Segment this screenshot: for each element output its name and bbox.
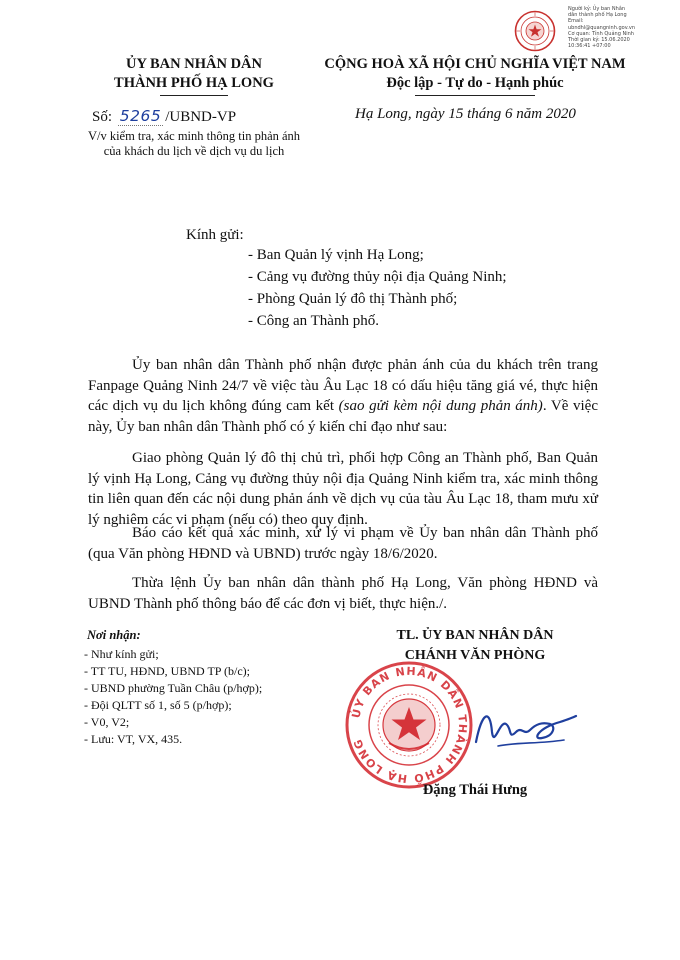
document-number-suffix: /UBND-VP bbox=[165, 109, 237, 125]
recipient-item: - Ban Quản lý vịnh Hạ Long; bbox=[248, 247, 424, 263]
signer-authority: TL. ỦY BAN NHÂN DÂN bbox=[396, 628, 554, 643]
national-title: CỘNG HOÀ XÃ HỘI CHỦ NGHĨA VIỆT NAM bbox=[324, 56, 626, 72]
national-motto: Độc lập - Tự do - Hạnh phúc bbox=[386, 75, 564, 91]
seal-ring-text: ỦY BAN NHÂN DÂN THÀNH PHỐ HẠ LONG bbox=[349, 664, 470, 786]
recipient-item: - Công an Thành phố. bbox=[248, 313, 379, 329]
issuing-org-line2: THÀNH PHỐ HẠ LONG bbox=[114, 75, 274, 91]
receiver-item: - Như kính gửi; bbox=[84, 647, 159, 661]
body-paragraph-4: Thừa lệnh Ủy ban nhân dân thành phố Hạ Long, Văn phòng HĐND và UBND Thành phố thông báo để các đơn vị biết, thực hiện./. bbox=[88, 575, 598, 612]
body-paragraph-3: Báo cáo kết quả xác minh, xử lý vi phạm về Ủy ban nhân dân Thành phố (qua Văn phòng HĐND và UBND) trước ngày 18/6/2020. bbox=[88, 525, 598, 562]
receivers-title: Nơi nhận: bbox=[87, 628, 141, 642]
national-emblem-seal-icon bbox=[343, 659, 475, 791]
handwritten-signature-icon bbox=[468, 702, 578, 758]
sig-info-line: ubndhl@quangninh.gov.vn bbox=[568, 24, 635, 31]
sig-info-line: Người ký: Ủy ban Nhân bbox=[568, 6, 626, 12]
sig-info-line: Thời gian ký: 15.06.2020 bbox=[568, 37, 630, 44]
receiver-item: - TT TU, HĐND, UBND TP (b/c); bbox=[84, 664, 250, 678]
sig-info-line: 10:36:41 +07:00 bbox=[568, 43, 611, 50]
recipient-item: - Phòng Quản lý đô thị Thành phố; bbox=[248, 291, 458, 307]
para1-italic-note: (sao gửi kèm nội dung phản ánh) bbox=[338, 398, 543, 414]
receiver-item: - V0, V2; bbox=[84, 715, 130, 729]
para1-text-b: . Về việc này, Ủy ban nhân dân Thành phố có ý kiến chỉ đạo như sau: bbox=[88, 398, 598, 435]
place-date: Hạ Long, ngày 15 tháng 6 năm 2020 bbox=[355, 106, 576, 122]
digital-signature-seal-icon bbox=[514, 10, 556, 52]
motto-underline bbox=[415, 95, 535, 96]
receiver-item: - UBND phường Tuần Châu (p/hợp); bbox=[84, 681, 263, 695]
digital-signature-info bbox=[568, 6, 676, 49]
signer-position: CHÁNH VĂN PHÒNG bbox=[404, 648, 546, 663]
issuing-org-line1: ỦY BAN NHÂN DÂN bbox=[125, 56, 262, 72]
document-number bbox=[92, 107, 236, 126]
sig-info-line: Email: bbox=[568, 18, 584, 25]
recipient-item: - Cảng vụ đường thủy nội địa Quảng Ninh; bbox=[248, 269, 507, 285]
signer-name: Đặng Thái Hưng bbox=[422, 782, 528, 798]
body-paragraph-2: Giao phòng Quản lý đô thị chủ trì, phối hợp Công an Thành phố, Ban Quản lý vịnh Hạ Long, Cảng vụ đường thủy nội địa Quảng Ninh kiểm tra, xác minh thông tin liên quan đến các nội dung phản ánh về dịch vụ của tàu Âu Lạc 18, tham mưu xử lý nghiêm các vi phạm (nếu có) theo quy định. bbox=[88, 450, 598, 528]
sig-info-line: dân thành phố Hạ Long bbox=[568, 12, 627, 19]
receiver-item: - Lưu: VT, VX, 435. bbox=[84, 732, 183, 746]
sig-info-line: Cơ quan: Tỉnh Quảng Ninh bbox=[568, 30, 634, 37]
para1-text-a: Ủy ban nhân dân Thành phố nhận được phản ánh của du khách trên trang Fanpage Quảng Ninh 24/7 về việc tàu Âu Lạc 18 có dấu hiệu tăng giá vé, thực hiện các dịch vụ du lịch không đúng cam kết bbox=[88, 357, 598, 414]
document-subject: V/v kiểm tra, xác minh thông tin phản ánh của khách du lịch về dịch vụ du lịch bbox=[87, 129, 301, 158]
document-number-prefix: Số: bbox=[92, 109, 116, 125]
body-paragraph-1 bbox=[88, 355, 598, 437]
recipients-label: Kính gửi: bbox=[186, 227, 244, 243]
receiver-item: - Đội QLTT số 1, số 5 (p/hợp); bbox=[84, 698, 232, 712]
document-number-handwritten: 5265 bbox=[119, 107, 162, 125]
org-underline bbox=[160, 95, 228, 96]
